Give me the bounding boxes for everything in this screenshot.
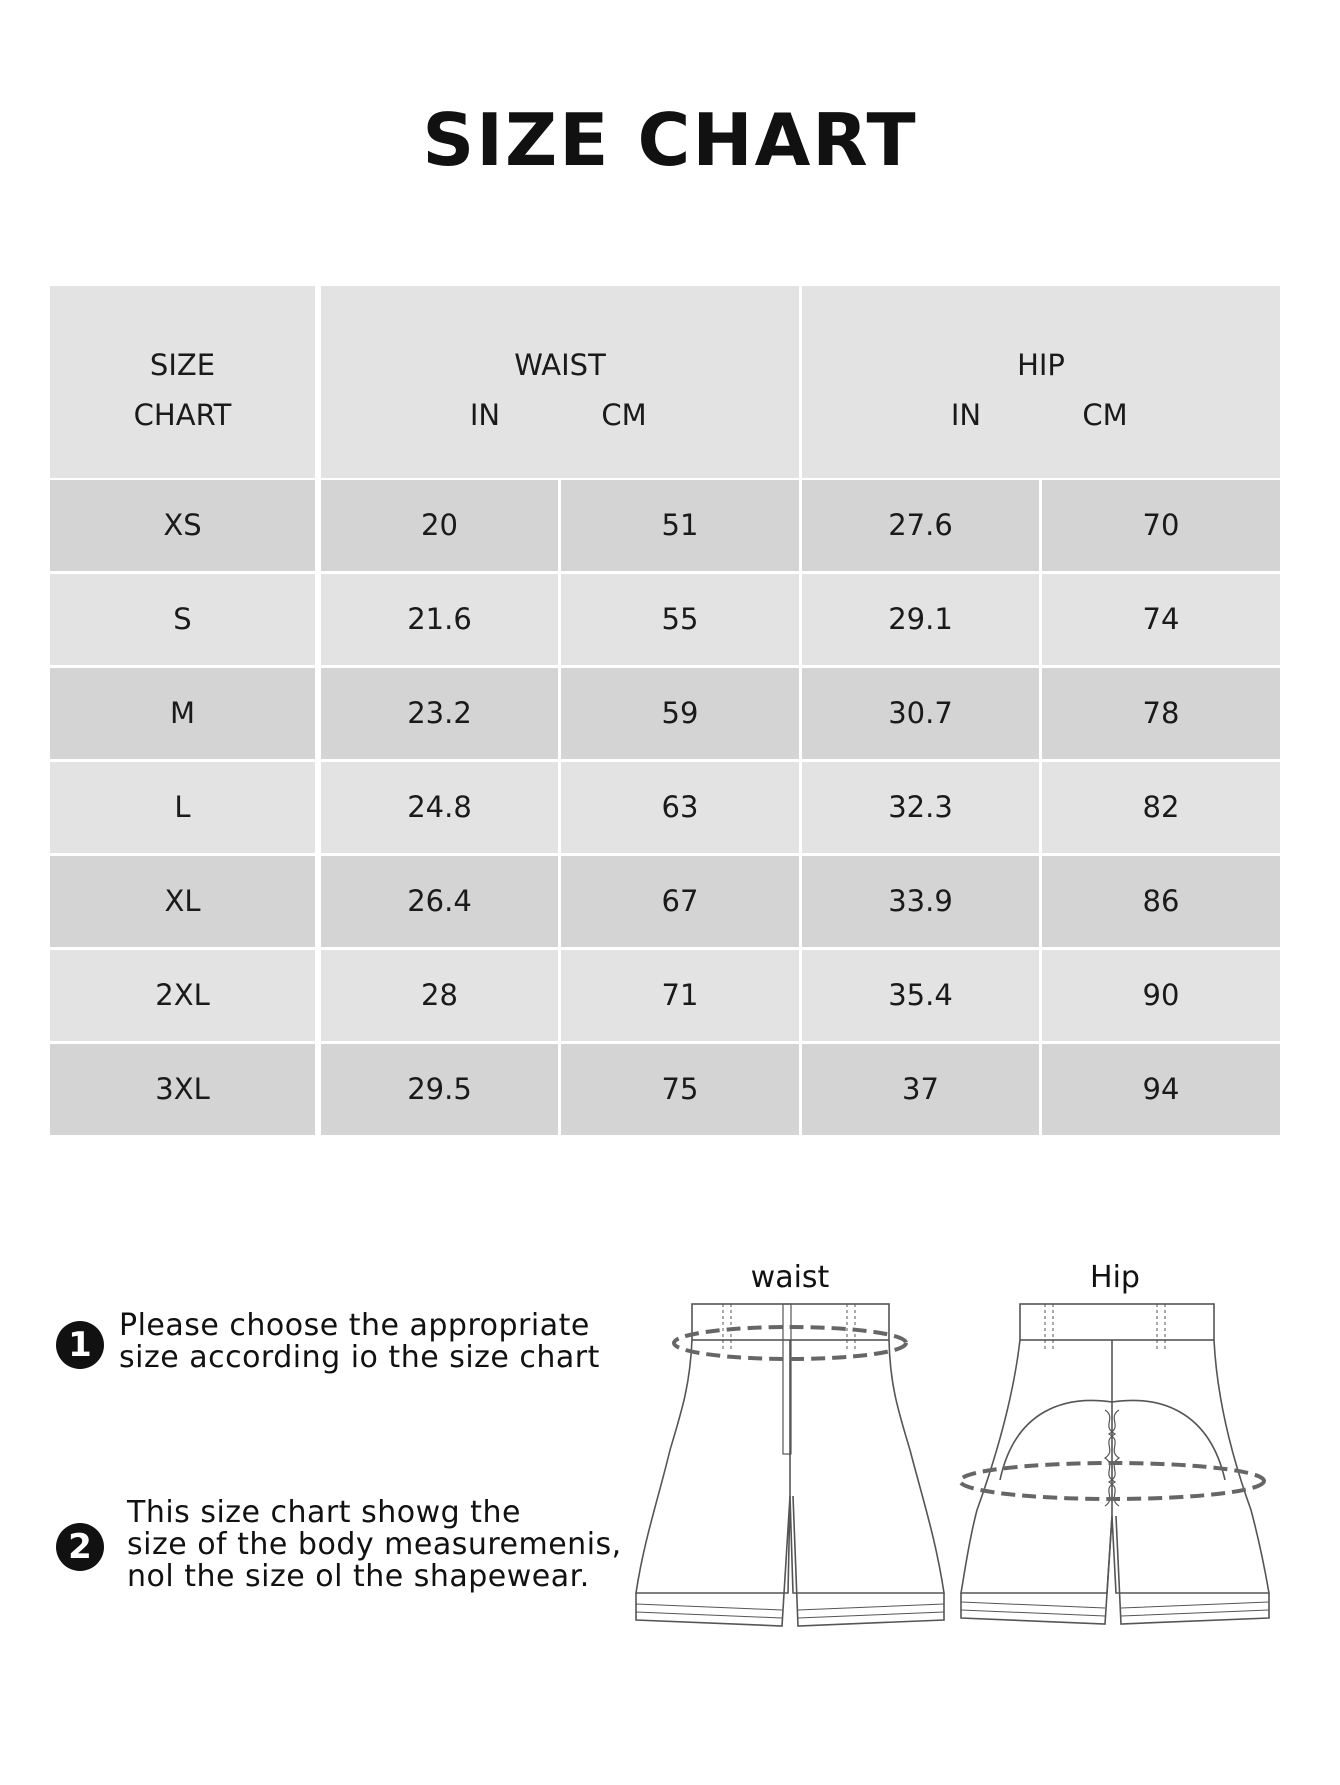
hip-figure-label: Hip [1090, 1260, 1140, 1295]
hip-in-cell: 32.3 [802, 762, 1039, 853]
hip-in-cell: 33.9 [802, 856, 1039, 947]
note-2-line: size of the body measuremenis, [127, 1527, 622, 1562]
waist-figure-label: waist [750, 1260, 830, 1295]
page-title: SIZE CHART [422, 98, 918, 182]
table-row [50, 762, 1280, 853]
table-row [50, 668, 1280, 759]
waist-cm-cell: 59 [561, 668, 799, 759]
shorts-back-illustration [955, 1290, 1275, 1630]
shorts-front-illustration [630, 1290, 950, 1630]
note-2-text [127, 1497, 622, 1593]
waist-in-cell: 26.4 [321, 856, 558, 947]
header-hip-in: IN [950, 398, 982, 432]
waist-in-cell: 24.8 [321, 762, 558, 853]
size-cell: XS [50, 480, 315, 571]
table-row [50, 856, 1280, 947]
hip-in-cell: 35.4 [802, 950, 1039, 1041]
header-hip-cm: CM [1082, 398, 1128, 432]
waist-cm-cell: 63 [561, 762, 799, 853]
hip-cm-cell: 90 [1042, 950, 1280, 1041]
table-row [50, 480, 1280, 571]
note-2-line: nol the size ol the shapewear. [127, 1559, 590, 1594]
waist-cm-cell: 67 [561, 856, 799, 947]
hip-in-cell: 30.7 [802, 668, 1039, 759]
size-cell: 3XL [50, 1044, 315, 1135]
hip-in-cell: 29.1 [802, 574, 1039, 665]
size-cell: XL [50, 856, 315, 947]
note-2-line: This size chart showg the [127, 1495, 521, 1530]
waist-in-cell: 29.5 [321, 1044, 558, 1135]
waist-in-cell: 28 [321, 950, 558, 1041]
hip-in-cell: 27.6 [802, 480, 1039, 571]
header-hip [802, 286, 1280, 478]
header-waist [321, 286, 799, 478]
header-waist-in: IN [469, 398, 501, 432]
waist-in-cell: 21.6 [321, 574, 558, 665]
hip-cm-cell: 82 [1042, 762, 1280, 853]
table-row [50, 1044, 1280, 1135]
note-2-number: 2 [56, 1523, 104, 1571]
note-1-text [119, 1310, 600, 1374]
waist-in-cell: 23.2 [321, 668, 558, 759]
size-cell: S [50, 574, 315, 665]
note-1-line: Please choose the appropriate [119, 1308, 590, 1343]
waist-cm-cell: 71 [561, 950, 799, 1041]
waist-cm-cell: 55 [561, 574, 799, 665]
waist-cm-cell: 51 [561, 480, 799, 571]
table-row [50, 574, 1280, 665]
size-cell: M [50, 668, 315, 759]
hip-cm-cell: 86 [1042, 856, 1280, 947]
hip-cm-cell: 74 [1042, 574, 1280, 665]
note-1-number: 1 [56, 1321, 104, 1369]
table-header [50, 286, 1280, 478]
note-1-line: size according io the size chart [119, 1340, 600, 1375]
size-cell: L [50, 762, 315, 853]
hip-cm-cell: 78 [1042, 668, 1280, 759]
waist-cm-cell: 75 [561, 1044, 799, 1135]
table-row [50, 950, 1280, 1041]
header-size-chart [50, 286, 315, 478]
waist-in-cell: 20 [321, 480, 558, 571]
hip-cm-cell: 94 [1042, 1044, 1280, 1135]
header-hip-label: HIP [1017, 348, 1065, 382]
size-table [50, 286, 1280, 1106]
header-waist-cm: CM [601, 398, 647, 432]
header-size-label: SIZE [149, 348, 216, 382]
hip-in-cell: 37 [802, 1044, 1039, 1135]
size-cell: 2XL [50, 950, 315, 1041]
header-chart-label: CHART [133, 398, 232, 432]
header-waist-label: WAIST [514, 348, 606, 382]
hip-cm-cell: 70 [1042, 480, 1280, 571]
